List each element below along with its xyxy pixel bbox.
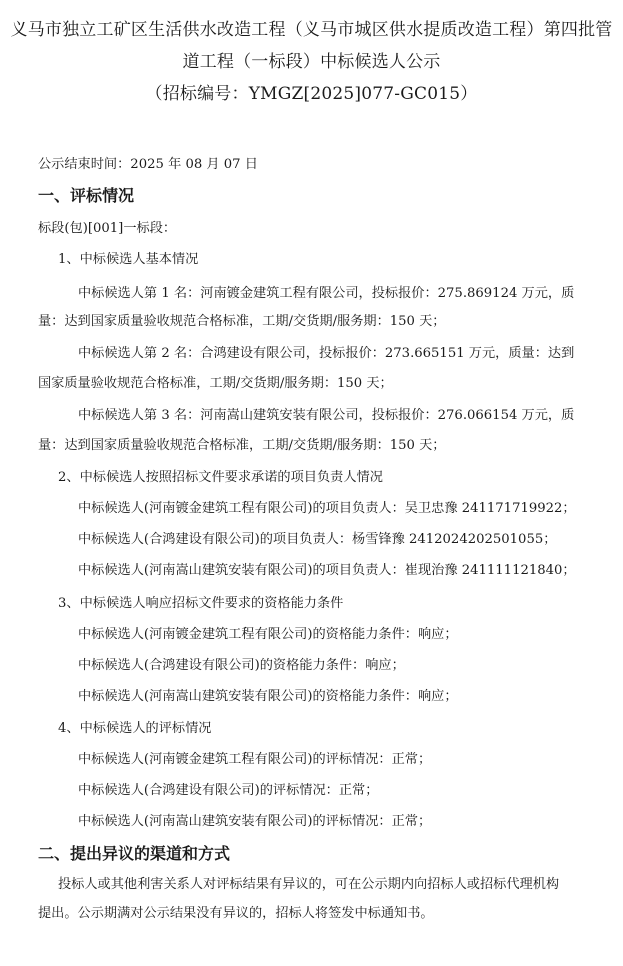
evaluation-status-row: 中标候选人(河南嵩山建筑安装有限公司)的评标情况：正常；	[78, 814, 432, 829]
evaluation-status-row: 中标候选人(合鸿建设有限公司)的评标情况：正常；	[78, 783, 379, 798]
subsection-qualification-heading: 3、中标候选人响应招标文件要求的资格能力条件	[58, 596, 344, 611]
document-title-line-2: 道工程（一标段）中标候选人公示	[182, 52, 441, 72]
announcement-end-time: 公示结束时间：2025 年 08 月 07 日	[38, 157, 258, 172]
objection-paragraph-line-1: 投标人或其他利害关系人对评标结果有异议的，可在公示期内向招标人或招标代理机构	[58, 877, 560, 892]
qualification-row: 中标候选人(合鸿建设有限公司)的资格能力条件：响应；	[78, 658, 405, 673]
project-manager-row: 中标候选人(河南嵩山建筑安装有限公司)的项目负责人：崔现治豫 241111121840；	[78, 563, 576, 578]
candidate-2-line-1: 中标候选人第 2 名：合鸿建设有限公司，投标报价：273.665151 万元，质量：达到	[78, 346, 575, 361]
subsection-evaluation-status-heading: 4、中标候选人的评标情况	[58, 721, 212, 736]
evaluation-status-row: 中标候选人(河南镀金建筑工程有限公司)的评标情况：正常；	[78, 752, 432, 767]
project-manager-row: 中标候选人(河南镀金建筑工程有限公司)的项目负责人：吴卫忠豫 241171719922；	[78, 501, 576, 516]
candidate-2-line-2: 国家质量验收规范合格标准，工期/交货期/服务期：150 天；	[38, 376, 393, 391]
qualification-row: 中标候选人(河南嵩山建筑安装有限公司)的资格能力条件：响应；	[78, 689, 458, 704]
subsection-basic-info-heading: 1、中标候选人基本情况	[58, 252, 199, 267]
project-manager-row: 中标候选人(合鸿建设有限公司)的项目负责人：杨雪锋豫 2412024202501055；	[78, 532, 557, 547]
lot-label: 标段(包)[001]一标段：	[38, 221, 177, 236]
objection-paragraph-line-2: 提出。公示期满对公示结果没有异议的，招标人将签发中标通知书。	[38, 906, 434, 921]
subsection-project-manager-heading: 2、中标候选人按照招标文件要求承诺的项目负责人情况	[58, 470, 383, 485]
candidate-1-line-2: 量：达到国家质量验收规范合格标准，工期/交货期/服务期：150 天；	[38, 314, 446, 329]
section-evaluation-heading: 一、评标情况	[38, 186, 135, 205]
tender-number: （招标编号：YMGZ[2025]077-GC015）	[145, 84, 478, 104]
candidate-3-line-2: 量：达到国家质量验收规范合格标准，工期/交货期/服务期：150 天；	[38, 438, 446, 453]
document-title-line-1: 义马市独立工矿区生活供水改造工程（义马市城区供水提质改造工程）第四批管	[10, 20, 613, 40]
qualification-row: 中标候选人(河南镀金建筑工程有限公司)的资格能力条件：响应；	[78, 627, 458, 642]
candidate-1-line-1: 中标候选人第 1 名：河南镀金建筑工程有限公司，投标报价：275.869124 万元，质	[78, 286, 575, 301]
candidate-3-line-1: 中标候选人第 3 名：河南嵩山建筑安装有限公司，投标报价：276.066154 万元，质	[78, 408, 575, 423]
section-objection-heading: 二、提出异议的渠道和方式	[38, 844, 231, 863]
